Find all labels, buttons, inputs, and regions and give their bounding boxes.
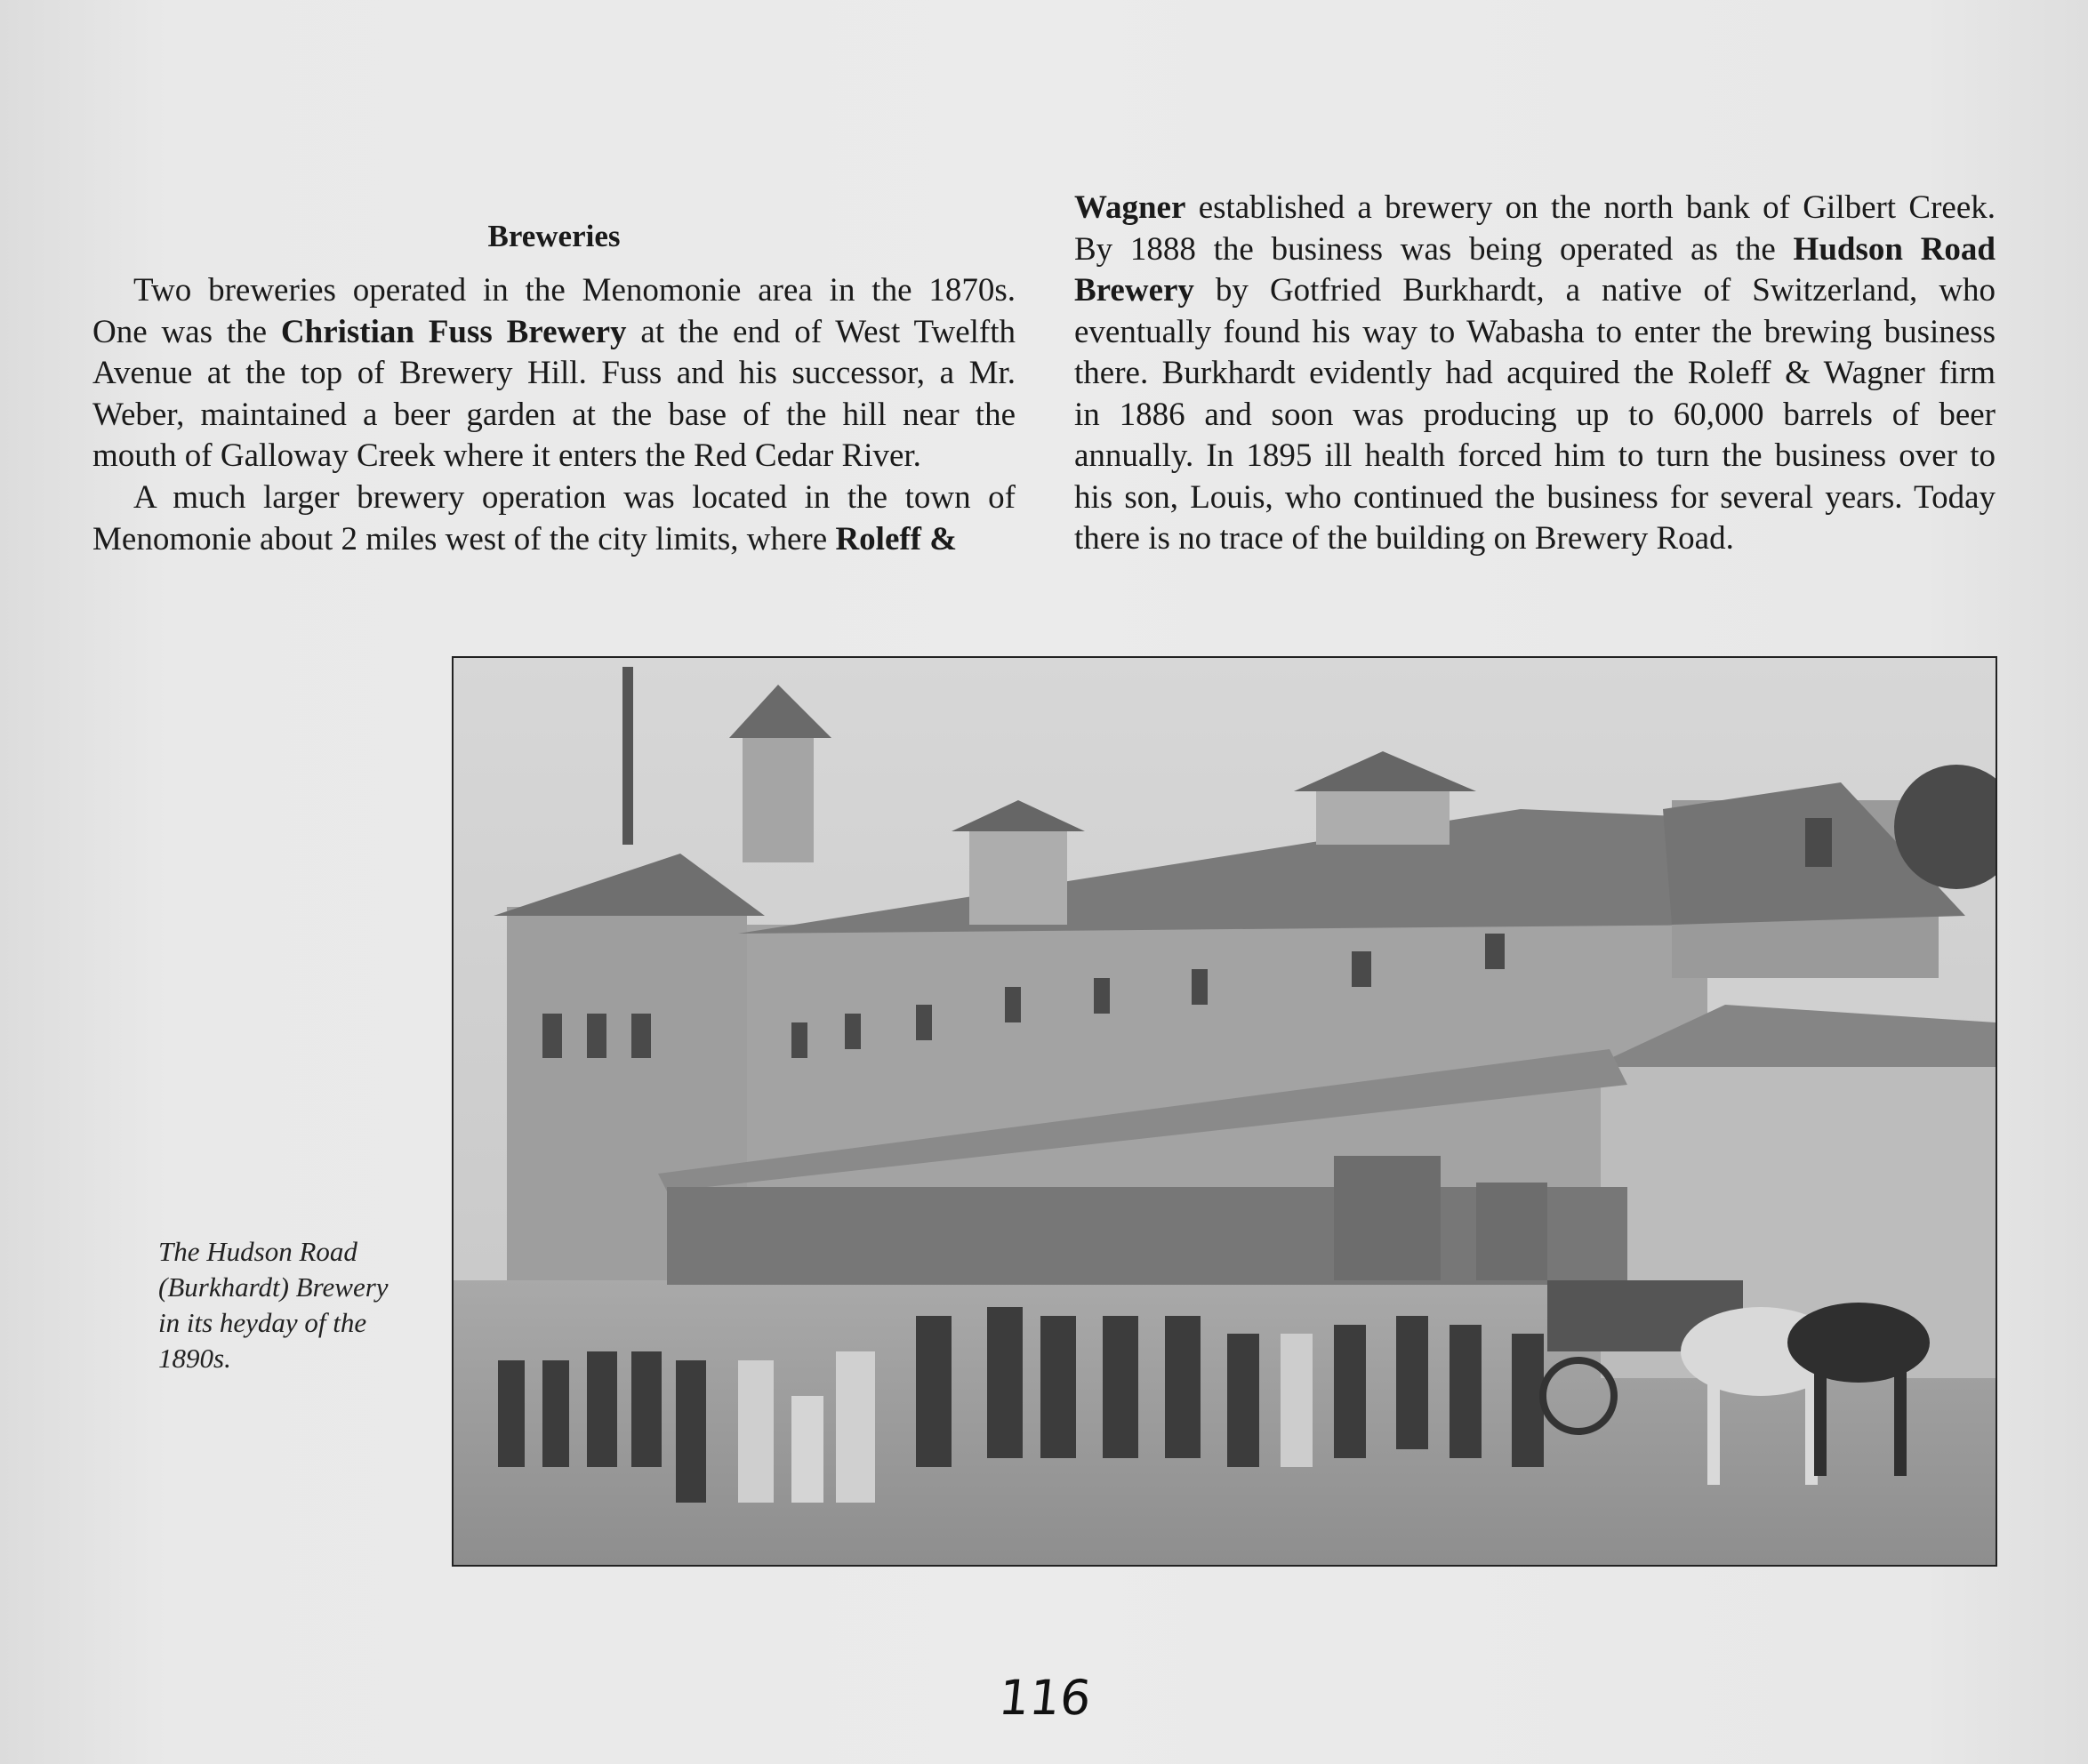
- text-line: [1074, 436, 1996, 477]
- page-number: 116: [996, 1670, 1094, 1726]
- caption-line: The Hudson Road: [158, 1236, 357, 1267]
- text-line: [1074, 229, 1996, 271]
- text-segment: at the end of West Twelfth: [626, 313, 1016, 350]
- bold-name: Christian Fuss Brewery: [280, 313, 627, 350]
- bold-name: Brewery: [1074, 272, 1194, 309]
- text-segment: by Gotfried Burkhardt, a native of Switzerland, who: [1193, 272, 1996, 309]
- brewery-photo-illustration: [454, 658, 1996, 1565]
- photo-caption: [158, 1234, 425, 1376]
- caption-line: 1890s.: [158, 1343, 231, 1374]
- paragraph-larger-brewery: [92, 477, 1016, 560]
- text-segment: in 1886 and soon was producing up to 60,000 barrels of beer: [1074, 396, 1996, 433]
- text-segment: A much larger brewery operation was located in the town of: [133, 479, 1016, 516]
- text-segment: there. Burkhardt evidently had acquired the Roleff & Wagner firm: [1074, 355, 1996, 391]
- text-line: [92, 312, 1016, 354]
- text-segment: annually. In 1895 ill health forced him to turn the business over to: [1074, 437, 1996, 474]
- text-segment: Menomonie about 2 miles west of the city limits, where: [92, 520, 836, 557]
- text-line: [1074, 312, 1996, 354]
- brewery-photograph: [452, 656, 1997, 1567]
- text-segment: there is no trace of the building on Brewery Road.: [1074, 520, 1734, 557]
- text-segment: Weber, maintained a beer garden at the base of the hill near the: [92, 396, 1016, 433]
- text-segment: By 1888 the business was being operated as the: [1074, 230, 1794, 268]
- bold-name: Hudson Road: [1793, 230, 1996, 268]
- bold-name: Wagner: [1074, 189, 1186, 226]
- caption-line: (Burkhardt) Brewery: [158, 1271, 389, 1303]
- text-line: [1074, 353, 1996, 395]
- text-line: [92, 436, 1016, 477]
- text-line: [92, 395, 1016, 437]
- text-segment: eventually found his way to Wabasha to enter the brewing business: [1074, 313, 1996, 350]
- caption-line: in its heyday of the: [158, 1307, 367, 1338]
- text-line: [92, 270, 1016, 312]
- text-segment: Avenue at the top of Brewery Hill. Fuss and his successor, a Mr.: [92, 355, 1016, 391]
- text-line: [92, 353, 1016, 395]
- text-segment: One was the: [92, 313, 281, 350]
- text-segment: established a brewery on the north bank of Gilbert Creek.: [1185, 189, 1996, 226]
- text-line: [1074, 477, 1996, 519]
- text-line: [1074, 395, 1996, 437]
- text-segment: his son, Louis, who continued the business for several years. Today: [1074, 478, 1996, 516]
- bold-name: Roleff &: [835, 520, 958, 557]
- text-line: [1074, 188, 1996, 229]
- text-segment: mouth of Galloway Creek where it enters the Red Cedar River.: [92, 437, 921, 474]
- text-line: [92, 477, 1016, 519]
- section-heading: Breweries: [487, 219, 621, 254]
- text-line: [1074, 518, 1996, 560]
- text-line: [92, 519, 1016, 561]
- text-line: [1074, 270, 1996, 312]
- paragraph-hudson-road: [1074, 188, 1996, 560]
- paragraph-christian-fuss: [92, 270, 1016, 477]
- text-segment: Two breweries operated in the Menomonie area in the 1870s.: [133, 272, 1016, 309]
